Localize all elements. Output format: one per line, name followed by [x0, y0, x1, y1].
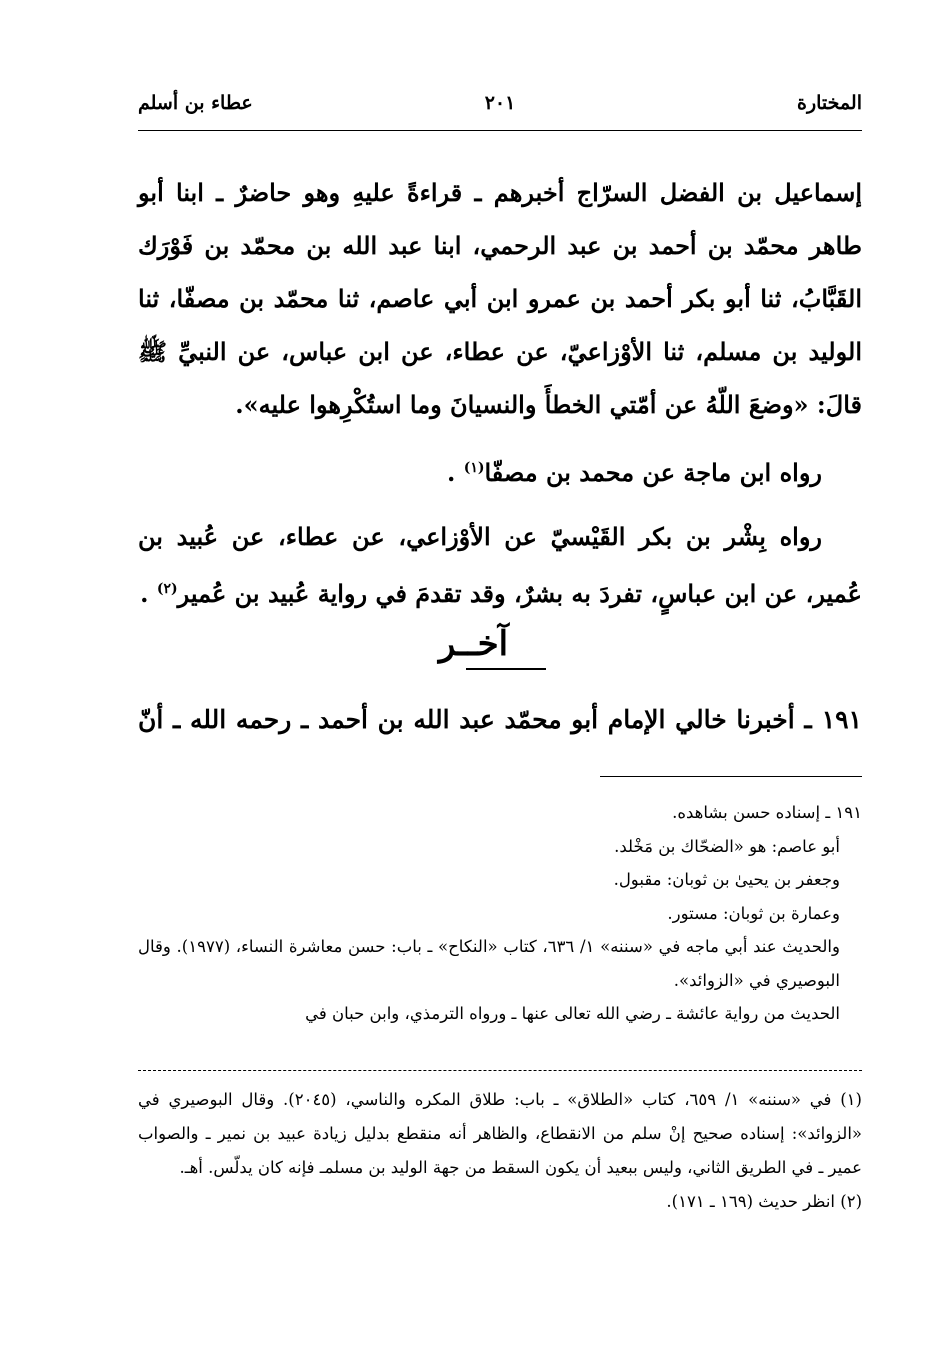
paragraph-ibn-majah-text: رواه ابن ماجة عن محمد بن مصفّا — [484, 458, 822, 487]
hadith-text: ـ أخبرنا خالي الإمام أبو محمّد عبد الله بن أحمد ـ رحمه الله ـ أنّ — [138, 705, 812, 734]
footnote-2: (٢) انظر حديث (١٦٩ ـ ١٧١). — [666, 1192, 862, 1211]
page-number: ٢٠١ — [484, 92, 516, 114]
paragraph-bishr — [138, 510, 862, 620]
header-rule — [138, 130, 862, 131]
hadith-191-opening — [138, 696, 862, 744]
section-name: عطاء بن أسلم — [138, 92, 253, 114]
note-grading: ١٩١ ـ إسناده حسن بشاهده. — [672, 803, 862, 822]
footnotes — [138, 1083, 862, 1219]
main-text — [138, 166, 862, 620]
section-title: آخــر — [438, 624, 509, 664]
paragraph-bishr-text: رواه بِشْر بن بكر القَيْسيّ عن الأوْزاعي، عن عطاء، عن عُبيد بن عُمير، عن ابن عباسٍ، تفردَ به بشرٌ، وقد تقدمَ في رواية عُبيد بن عُمير — [138, 522, 862, 608]
hadith-number: ١٩١ — [821, 705, 862, 734]
paragraph-ibn-majah — [138, 442, 862, 499]
section-title-underline — [466, 668, 546, 670]
footnote-separator — [138, 1070, 862, 1071]
note-umara: وعمارة بن ثوبان: مستور. — [667, 903, 840, 923]
book-title: المختارة — [797, 92, 862, 114]
paragraph-bishr-end: . — [140, 579, 149, 608]
note-aisha: الحديث من رواية عائشة ـ رضي الله تعالى عنها ـ ورواه الترمذي، وابن حبان في — [305, 1004, 840, 1023]
paragraph-ibn-majah-end: . — [446, 458, 456, 487]
footnote-ref-1[interactable]: (١) — [463, 460, 485, 476]
takhrij-notes — [138, 796, 862, 1031]
running-header — [138, 92, 862, 126]
footnote-1: (١) في «سننه» ١/ ٦٥٩، كتاب «الطلاق» ـ باب: طلاق المكره والناسي، (٢٠٤٥). وقال البوصيري في «الزوائد»: إسناده صحيح إنْ سلم من الانقطاع، والظاهر أنه منقطع بدليل زيادة عبيد بن نمير ـ والصواب عمير ـ في الطريق الثاني، وليس ببعيد أن يكون السقط من جهة الوليد بن مسلمـ فإنه كان يدلّس. أهـ. — [138, 1090, 862, 1177]
note-jafar: وجعفر بن يحيىٰ بن ثوبان: مقبول. — [613, 870, 840, 889]
note-abu-asim: أبو عاصم: هو «الضحّاك بن مَخْلد. — [614, 836, 840, 856]
notes-separator — [600, 776, 862, 777]
paragraph-isnad: إسماعيل بن الفضل السرّاج أخبرهم ـ قراءةً عليهِ وهو حاضرٌ ـ ابنا أبو طاهر محمّد بن أحمد بن عبد الرحمي، ابنا عبد الله بن محمّد بن فَوْرَك القَبَّابُ، ثنا أبو بكر أحمد بن عمرو ابن أبي عاصم، ثنا محمّد بن مصفّا، ثنا الوليد بن مسلم، ثنا الأوْزاعيّ، عن عطاء، عن ابن عباس، عن النبيِّ ﷺ قالَ: «وضعَ اللّهُ عن أمّتي الخطأَ والنسيانَ وما استُكْرِهوا عليه». — [138, 178, 862, 419]
note-sunan-ibn-majah: والحديث عند أبي ماجه في «سننه» ١/ ٦٣٦، كتاب «النكاح» ـ باب: حسن معاشرة النساء، (١٩٧٧). وقال البوصيري في «الزوائد». — [138, 937, 840, 990]
footnote-ref-2[interactable]: (٢) — [156, 581, 178, 597]
